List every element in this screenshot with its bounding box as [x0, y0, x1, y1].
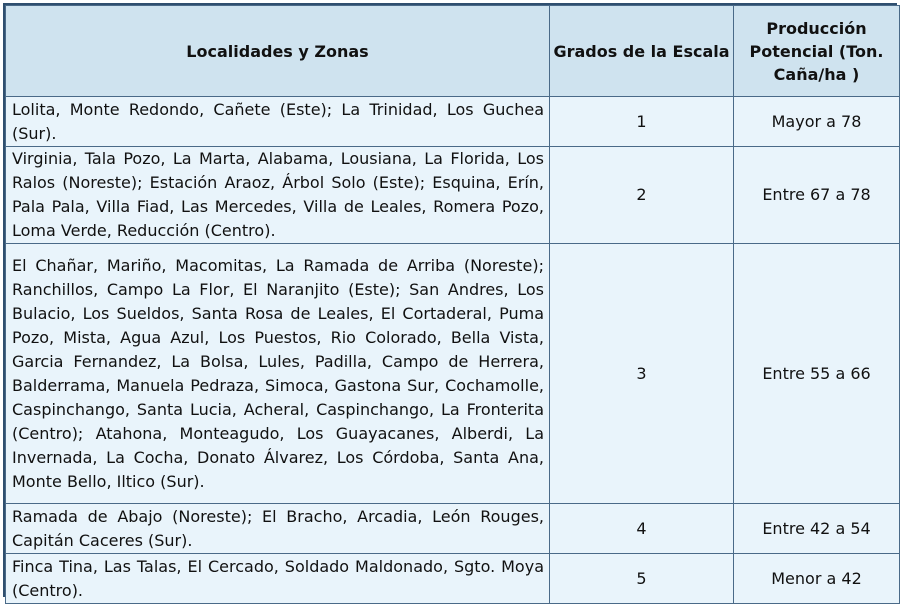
- grade-cell: 4: [550, 504, 734, 554]
- table-header-row: [6, 6, 900, 97]
- grade-cell: 5: [550, 554, 734, 604]
- production-scale-table-container: [3, 3, 897, 600]
- grade-cell: 3: [550, 244, 734, 504]
- production-cell: Entre 42 a 54: [734, 504, 900, 554]
- header-production: Producción Potencial (Ton. Caña/ha ): [734, 6, 900, 97]
- production-scale-table: [5, 5, 900, 604]
- zones-cell: Virginia, Tala Pozo, La Marta, Alabama, Lousiana, La Florida, Los Ralos (Noreste); Estación Araoz, Árbol Solo (Este); Esquina, Erín, Pala Pala, Villa Fiad, Las Mercedes, Villa de Leales, Romera Pozo, Loma Verde, Reducción (Centro).: [6, 147, 550, 244]
- header-zones: Localidades y Zonas: [6, 6, 550, 97]
- production-cell: Menor a 42: [734, 554, 900, 604]
- production-cell: Entre 67 a 78: [734, 147, 900, 244]
- production-cell: Mayor a 78: [734, 97, 900, 147]
- grade-cell: 1: [550, 97, 734, 147]
- table-row: [6, 244, 900, 504]
- header-grade: Grados de la Escala: [550, 6, 734, 97]
- zones-cell: Finca Tina, Las Talas, El Cercado, Soldado Maldonado, Sgto. Moya (Centro).: [6, 554, 550, 604]
- table-row: [6, 147, 900, 244]
- grade-cell: 2: [550, 147, 734, 244]
- zones-cell: El Chañar, Mariño, Macomitas, La Ramada de Arriba (Noreste); Ranchillos, Campo La Flor, El Naranjito (Este); San Andres, Los Bulacio, Los Sueldos, Santa Rosa de Leales, El Cortaderal, Puma Pozo, Mista, Agua Azul, Los Puestos, Rio Colorado, Bella Vista, Garcia Fernandez, La Bolsa, Lules, Padilla, Campo de Herrera, Balderrama, Manuela Pedraza, Simoca, Gastona Sur, Cochamolle, Caspinchango, Santa Lucia, Acheral, Caspinchango, La Fronterita (Centro); Atahona, Monteagudo, Los Guayacanes, Alberdi, La Invernada, La Cocha, Donato Álvarez, Los Córdoba, Santa Ana, Monte Bello, Iltico (Sur).: [6, 244, 550, 504]
- table-row: [6, 554, 900, 604]
- production-cell: Entre 55 a 66: [734, 244, 900, 504]
- zones-cell: Lolita, Monte Redondo, Cañete (Este); La Trinidad, Los Guchea (Sur).: [6, 97, 550, 147]
- table-row: [6, 97, 900, 147]
- zones-cell: Ramada de Abajo (Noreste); El Bracho, Arcadia, León Rouges, Capitán Caceres (Sur).: [6, 504, 550, 554]
- table-row: [6, 504, 900, 554]
